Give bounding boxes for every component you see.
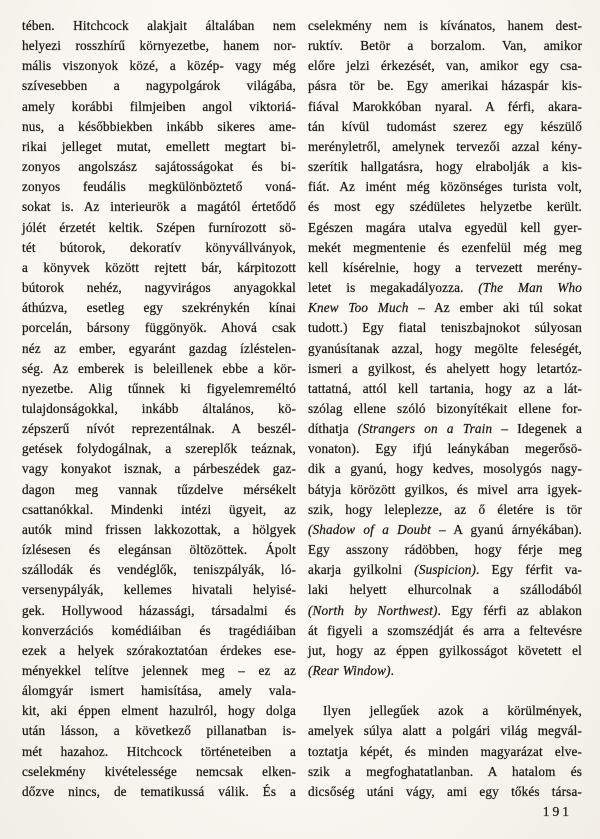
body-text: szik, hogy leleplezze, az ő életére is tör [308, 501, 582, 517]
body-text: tán kívül tudomást szerez egy készülő [308, 118, 582, 134]
body-text: vagy konyakot isznak, a párbeszédek gaz- [22, 461, 296, 477]
text-line [308, 117, 582, 137]
body-text: cselekmény nem is kívánatos, hanem dest- [308, 18, 582, 33]
body-text: helyezi rosszhírű környezetbe, hanem nor- [22, 38, 296, 54]
body-text: konverzációs komédiáiban és tragédiáiban [22, 622, 296, 638]
text-line [22, 339, 296, 359]
body-text: dőzve nincs, de tematikussá válik. És a [22, 783, 296, 799]
body-text: zépszerű nívót reprezentálnak. A beszél- [22, 421, 296, 437]
body-text: ezek a helyek szórakoztatóan érdekes ese- [22, 642, 296, 658]
text-line [308, 782, 582, 802]
text-line [22, 137, 296, 157]
body-text: tét bútorok, dekoratív könyvállványok, [22, 239, 296, 255]
body-text: dicsőség utáni vágy, ami egy tőkés társa- [308, 783, 582, 799]
text-line [308, 157, 582, 177]
text-line [308, 318, 582, 338]
body-text: áthúzva, esetleg egy szekrénykén kínai [22, 300, 296, 316]
text-line [308, 540, 582, 560]
body-text: letet is megakadályozza. [308, 280, 479, 296]
body-text: kit, aki éppen elment hazulról, hogy dolga [22, 703, 296, 719]
body-text: szólag ellene szóló bizonyítékait ellene for- [308, 400, 582, 416]
text-line [308, 258, 582, 278]
body-text: ményekkel telítve jelennek meg – ez az [22, 663, 296, 678]
text-column-left [22, 16, 296, 802]
text-line [308, 298, 582, 318]
text-line [22, 359, 296, 379]
body-text: . Egy férfit va- [476, 562, 582, 578]
body-text: autók mind frissen lakkozottak, a hölgyek [22, 521, 296, 537]
body-text: jólét érzetét keltik. Szépen furnírozott sö- [22, 219, 296, 235]
body-text: szerítik hallgatásra, hogy elrabolják a kis- [308, 159, 582, 175]
body-text: nus, a későbbiekben inkább sikeres ame- [22, 118, 296, 134]
text-line [308, 480, 582, 500]
text-line [308, 762, 582, 782]
body-text: tulajdonságokkal, inkább általános, kö- [22, 400, 296, 416]
text-line [22, 218, 296, 238]
body-text: toztatja képét, és minden magyarázat elve- [308, 743, 582, 759]
body-text: ízlésesen és elegánsan öltözöttek. Ápolt [22, 542, 296, 558]
text-line [22, 177, 296, 197]
text-line [308, 76, 582, 96]
text-line [22, 298, 296, 318]
body-text: tudott.) Egy fiatal teniszbajnokot súlyosan [308, 320, 582, 336]
body-text: . [390, 663, 395, 678]
body-text: mális viszonyok közé, a közép- vagy még [22, 58, 296, 74]
text-line [308, 238, 582, 258]
body-text: getések folydogálnak, a szereplők teáznak, [22, 441, 296, 457]
text-line [308, 459, 582, 479]
text-line [22, 76, 296, 96]
body-text: ruktív. Betör a borzalom. Van, amikor [308, 38, 582, 54]
text-line [308, 560, 582, 580]
text-line [308, 97, 582, 117]
text-line [22, 782, 296, 802]
text-line [22, 56, 296, 76]
text-line [22, 742, 296, 762]
body-text: csattanókkal. Mindenki intézi ügyeit, az [22, 501, 296, 517]
body-text: után lásson, a következő pillanatban is- [22, 723, 296, 739]
body-text: amelyek súlya alatt a polgári világ megvál- [308, 723, 582, 739]
body-text: rikai jelleget mutat, emellett megtart bi- [22, 138, 296, 154]
text-line [22, 318, 296, 338]
body-text: mét hazahoz. Hitchcock történeteiben a [22, 743, 296, 759]
film-title-text: (The Man Who [478, 280, 582, 296]
body-text: akarja gyilkolni [308, 562, 415, 578]
body-text: dik a gyanú, hogy kedves, mosolygós nagy- [308, 461, 582, 477]
body-text: fiával Marokkóban nyaral. A férfi, akara- [308, 98, 582, 114]
body-text: zonyos feudális megkülönböztető voná- [22, 179, 296, 195]
body-text: szik a megfoghatatlanban. A hatalom és [308, 763, 582, 779]
text-line [308, 56, 582, 76]
text-line [22, 701, 296, 721]
text-line [308, 500, 582, 520]
body-text: néz az ember, egyaránt gazdag ízléstelen- [22, 340, 296, 356]
text-line [22, 500, 296, 520]
text-line [308, 197, 582, 217]
text-line [308, 621, 582, 641]
body-text: merényletről, amelynek tervezői azzal kény- [308, 138, 582, 154]
body-text: álomgyár ismert hamisítása, amely vala- [22, 683, 296, 699]
body-text: Egészen magára utalva egyedül kell gyer- [308, 219, 582, 235]
body-text: Ilyen jellegűek azok a körülmények, [323, 703, 582, 719]
text-line [22, 520, 296, 540]
page-number: 191 [542, 804, 572, 819]
text-line [22, 661, 296, 681]
body-text: mekét megmentenie és ezenfelül még meg [308, 239, 582, 255]
body-text: sokat is. Az interieurök a magától értetődő [22, 199, 296, 215]
body-text: a könyvek között rejtett bár, kárpitozott [22, 259, 296, 275]
body-text: – Idegenek a [492, 421, 582, 437]
text-line [308, 742, 582, 762]
text-line [308, 218, 582, 238]
text-line [308, 399, 582, 419]
text-line [22, 16, 296, 36]
film-title-text: (Shadow of a Doubt [308, 521, 431, 537]
body-text: amely korábbi filmjeiben angol viktoriá- [22, 98, 296, 114]
body-text: laki helyett elhurcolnak a szállodából [308, 582, 582, 598]
body-text: és most egy szédületes helyzetbe került. [308, 199, 582, 215]
body-text: gyanúsítanak azzal, hogy megölte feleségét, [308, 340, 582, 356]
text-line [308, 137, 582, 157]
text-line [308, 278, 582, 298]
text-line [308, 580, 582, 600]
body-text: díthatja [308, 421, 358, 437]
body-text: át figyeli a szomszédját és arra a feltevésre [308, 622, 582, 638]
body-text: – Az ember aki túl sokat [408, 300, 583, 316]
text-line [22, 480, 296, 500]
body-text: bútorok nehéz, nagyvirágos anyagokkal [22, 280, 296, 296]
film-title-text: Knew Too Much [308, 300, 409, 316]
text-line [22, 540, 296, 560]
text-line [22, 762, 296, 782]
body-text: bátyja körözött gyilkos, és mivel arra igyek- [308, 481, 582, 497]
body-text: ség. Az emberek is beleillenek ebbe a kör- [22, 360, 296, 376]
body-text: porcelán, bársony függönyök. Ahová csak [22, 320, 296, 336]
body-text: tattatná, attól kell tartania, hogy az a lát- [308, 380, 582, 396]
film-title-text: (Suspicion) [414, 562, 477, 578]
film-title-text: (Rear Window) [308, 663, 391, 678]
text-line [308, 661, 582, 681]
text-line [308, 359, 582, 379]
text-line [22, 399, 296, 419]
text-line [22, 641, 296, 661]
text-line [22, 117, 296, 137]
text-line [22, 278, 296, 298]
text-line [308, 439, 582, 459]
body-text: dagon meg vannak tűzdelve mérsékelt [22, 481, 296, 497]
text-line [22, 459, 296, 479]
text-line [308, 601, 582, 621]
text-line [22, 580, 296, 600]
body-text: fiát. Az imént még közönséges turista volt, [308, 179, 582, 195]
text-line [308, 641, 582, 661]
body-text: szállodák és vendéglők, teniszpályák, ló- [22, 562, 296, 578]
text-line [308, 177, 582, 197]
body-text: – A gyanú árnyékában). [430, 521, 582, 537]
text-line [22, 621, 296, 641]
body-text: zonyos angolszász sajátosságokat és bi- [22, 159, 296, 175]
text-line [308, 721, 582, 741]
text-line [308, 36, 582, 56]
body-text: előre jelzi érkezését, van, amikor egy csa- [308, 58, 582, 74]
body-text: cselekmény kivételessége nemcsak elken- [22, 763, 296, 779]
text-line [22, 157, 296, 177]
text-line [308, 16, 582, 36]
body-text: vonaton). Egy ifjú leánykában megerősö- [308, 441, 582, 457]
text-line [22, 560, 296, 580]
text-line [308, 339, 582, 359]
body-text: Egy asszony rádöbben, hogy férje meg [308, 542, 582, 558]
text-line [22, 36, 296, 56]
body-text: szívesebben a nagypolgárok világába, [22, 78, 296, 94]
text-column-right [308, 16, 582, 802]
body-text: versenypályák, kellemes hivatali helyisé- [22, 582, 296, 598]
text-line [22, 681, 296, 701]
body-text: kell kísérelnie, hogy a tervezett merény- [308, 259, 582, 275]
text-line [22, 601, 296, 621]
body-text: nyezetbe. Alig tűnnek ki figyelemreméltó [22, 380, 296, 396]
body-text: . Egy férfi az ablakon [437, 602, 583, 618]
text-line [308, 520, 582, 540]
text-line [22, 97, 296, 117]
text-line [22, 379, 296, 399]
body-text: ismeri a gyilkost, és ahelyett hogy letartóz- [308, 360, 582, 376]
text-line [22, 197, 296, 217]
text-line [308, 419, 582, 439]
text-line [308, 379, 582, 399]
film-title-text: (Strangers on a Train [357, 421, 493, 437]
text-line [22, 439, 296, 459]
text-line [22, 721, 296, 741]
body-text: gek. Hollywood házassági, társadalmi és [22, 602, 296, 618]
film-title-text: (North by Northwest) [308, 602, 438, 618]
text-line [308, 701, 582, 721]
body-text: pásra tör be. Egy amerikai házaspár kis- [308, 78, 582, 94]
body-text: jut, hogy az éppen gyilkosságot követett el [308, 642, 582, 658]
text-line [22, 238, 296, 258]
body-text: tében. Hitchcock alakjait általában nem [22, 18, 296, 33]
text-line [22, 258, 296, 278]
text-line [22, 419, 296, 439]
